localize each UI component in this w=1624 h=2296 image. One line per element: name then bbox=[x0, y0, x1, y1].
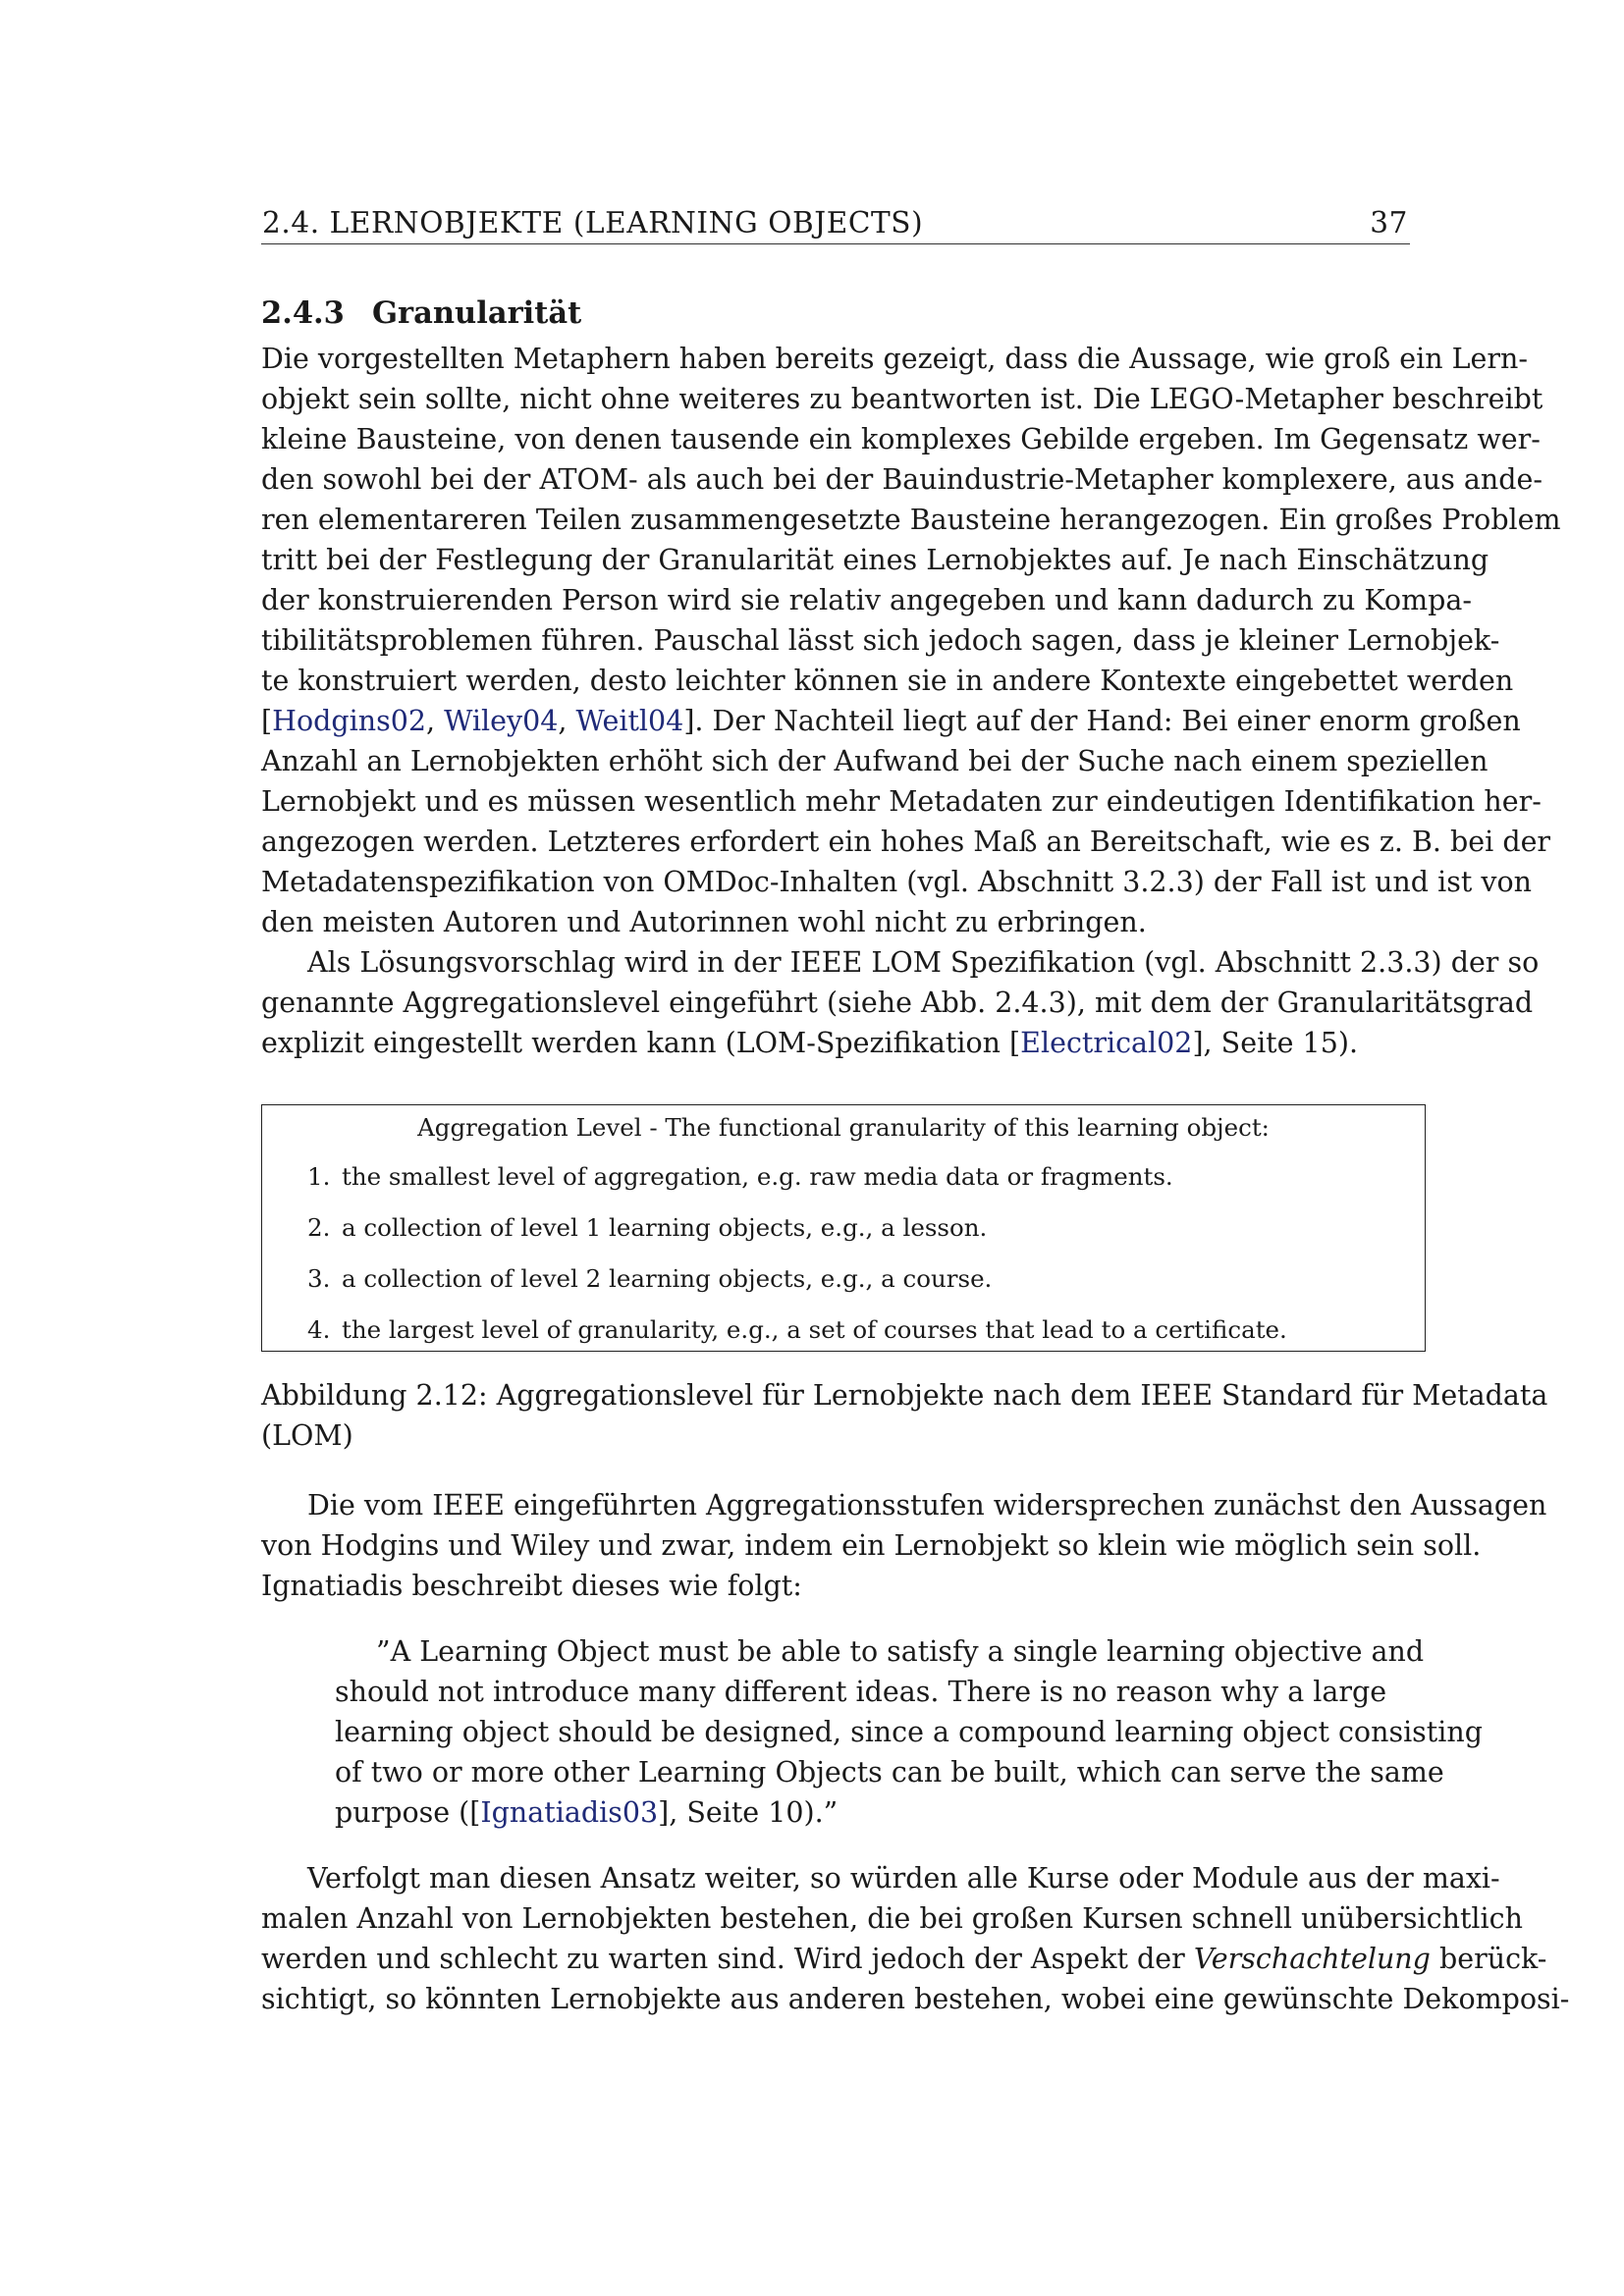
paragraph-line: kleine Bausteine, von denen tausende ein komplexes Gebilde ergeben. Im Gegensatz wer- bbox=[261, 423, 1541, 455]
paragraph-line: Lernobjekt und es müssen wesentlich mehr Metadaten zur eindeutigen Identifikation her- bbox=[261, 785, 1542, 818]
header-section-title: 2.4. LERNOBJEKTE (LEARNING OBJECTS) bbox=[262, 206, 924, 240]
quote-line-with-citation: purpose ([Ignatiadis03], Seite 10).” bbox=[335, 1796, 839, 1829]
paragraph-line-with-emphasis: werden und schlecht zu warten sind. Wird jedoch der Aspekt der Verschachtelung berück- bbox=[261, 1943, 1547, 1975]
paragraph-line: Als Lösungsvorschlag wird in der IEEE LOM Spezifikation (vgl. Abschnitt 2.3.3) der so bbox=[307, 946, 1540, 979]
citation-link[interactable]: Wiley04 bbox=[444, 705, 559, 737]
citation-link[interactable]: Electrical02 bbox=[1020, 1027, 1193, 1059]
list-item: 1. the smallest level of aggregation, e.g. raw media data or fragments. bbox=[307, 1162, 1173, 1191]
quote-line: should not introduce many different ideas. There is no reason why a large bbox=[335, 1676, 1387, 1708]
emphasized-term: Verschachtelung bbox=[1193, 1943, 1431, 1975]
figure-caption: Abbildung 2.12: Aggregationslevel für Lernobjekte nach dem IEEE Standard für Metadata bbox=[261, 1379, 1548, 1412]
paragraph-line: von Hodgins und Wiley und zwar, indem ein Lernobjekt so klein wie möglich sein soll. bbox=[261, 1529, 1482, 1562]
list-item: 2. a collection of level 1 learning objects, e.g., a lesson. bbox=[307, 1213, 988, 1242]
paragraph-line-with-citations: [Hodgins02, Wiley04, Weitl04]. Der Nachteil liegt auf der Hand: Bei einer enorm großen bbox=[261, 705, 1521, 737]
subsection-number: 2.4.3 bbox=[261, 295, 345, 331]
paragraph-line: ren elementareren Teilen zusammengesetzte Bausteine herangezogen. Ein großes Problem bbox=[261, 504, 1561, 536]
list-item: 4. the largest level of granularity, e.g., a set of courses that lead to a certificate. bbox=[307, 1315, 1287, 1344]
citation-link[interactable]: Weitl04 bbox=[575, 705, 684, 737]
figure-box-title: Aggregation Level - The functional granularity of this learning object: bbox=[417, 1113, 1270, 1142]
paragraph-line: te konstruiert werden, desto leichter können sie in andere Kontexte eingebettet werden bbox=[261, 665, 1514, 697]
paragraph-line: tritt bei der Festlegung der Granularität eines Lernobjektes auf. Je nach Einschätzung bbox=[261, 544, 1489, 576]
paragraph-line: angezogen werden. Letzteres erfordert ein hohes Maß an Bereitschaft, wie es z. B. bei der bbox=[261, 826, 1551, 858]
figure-caption-continued: (LOM) bbox=[261, 1419, 353, 1452]
quote-line: learning object should be designed, since a compound learning object consisting bbox=[335, 1716, 1483, 1748]
citation-link[interactable]: Hodgins02 bbox=[272, 705, 426, 737]
header-page-number: 37 bbox=[1370, 206, 1408, 240]
paragraph-line: objekt sein sollte, nicht ohne weiteres zu beantworten ist. Die LEGO-Metapher beschreibt bbox=[261, 383, 1543, 415]
paragraph-line: Die vorgestellten Metaphern haben bereits gezeigt, dass die Aussage, wie groß ein Lern- bbox=[261, 343, 1529, 375]
paragraph-line: Verfolgt man diesen Ansatz weiter, so würden alle Kurse oder Module aus der maxi- bbox=[307, 1862, 1500, 1895]
running-header bbox=[261, 204, 1410, 244]
paragraph-line: Metadatenspezifikation von OMDoc-Inhalten (vgl. Abschnitt 3.2.3) der Fall ist und ist von bbox=[261, 866, 1532, 898]
paragraph-line: Die vom IEEE eingeführten Aggregationsstufen widersprechen zunächst den Aussagen bbox=[307, 1489, 1547, 1522]
paragraph-line: sichtigt, so könnten Lernobjekte aus anderen bestehen, wobei eine gewünschte Dekomposi- bbox=[261, 1983, 1570, 2015]
subsection-title: Granularität bbox=[372, 295, 582, 331]
quote-line: of two or more other Learning Objects can be built, which can serve the same bbox=[335, 1756, 1444, 1789]
paragraph-line: malen Anzahl von Lernobjekten bestehen, die bei großen Kursen schnell unübersichtlich bbox=[261, 1902, 1523, 1935]
paragraph-line: tibilitätsproblemen führen. Pauschal lässt sich jedoch sagen, dass je kleiner Lernobjek- bbox=[261, 624, 1500, 657]
aggregation-level-figure bbox=[261, 1104, 1426, 1352]
paragraph-line: der konstruierenden Person wird sie relativ angegeben und kann dadurch zu Kompa- bbox=[261, 584, 1472, 616]
paragraph-line: den sowohl bei der ATOM- als auch bei der Bauindustrie-Metapher komplexere, aus ande- bbox=[261, 463, 1543, 496]
paragraph-line-with-citation: explizit eingestellt werden kann (LOM-Spezifikation [Electrical02], Seite 15). bbox=[261, 1027, 1359, 1059]
subsection-heading bbox=[261, 295, 581, 331]
quote-line: ”A Learning Object must be able to satisfy a single learning objective and bbox=[376, 1635, 1425, 1668]
paragraph-line: Anzahl an Lernobjekten erhöht sich der Aufwand bei der Suche nach einem speziellen bbox=[261, 745, 1489, 777]
list-item: 3. a collection of level 2 learning objects, e.g., a course. bbox=[307, 1264, 993, 1293]
paragraph-line: den meisten Autoren und Autorinnen wohl nicht zu erbringen. bbox=[261, 906, 1147, 938]
paragraph-line: Ignatiadis beschreibt dieses wie folgt: bbox=[261, 1570, 802, 1602]
citation-link[interactable]: Ignatiadis03 bbox=[480, 1796, 659, 1829]
paragraph-line: genannte Aggregationslevel eingeführt (siehe Abb. 2.4.3), mit dem der Granularitätsgrad bbox=[261, 987, 1534, 1019]
